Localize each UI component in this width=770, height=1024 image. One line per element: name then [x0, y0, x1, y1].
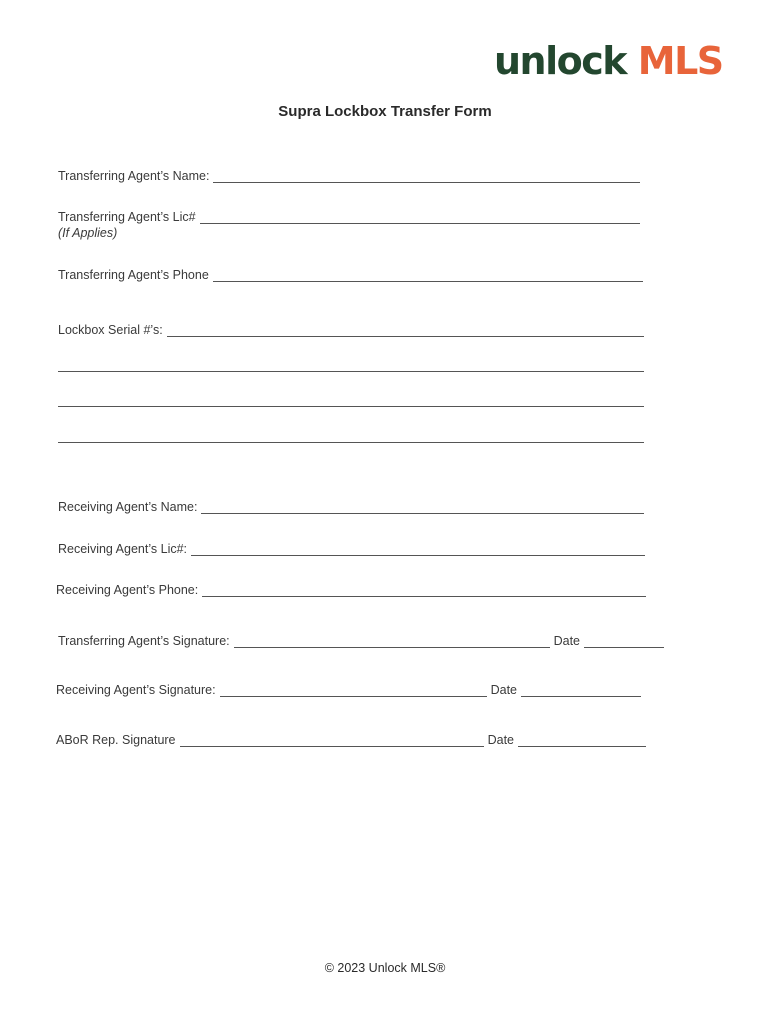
receiving-agent-phone-row: [56, 581, 646, 597]
abor-signature-row: [56, 731, 646, 747]
receiving-signature-row: [56, 681, 641, 697]
receiving-agent-lic-label: Receiving Agent’s Lic#:: [58, 542, 188, 556]
transferring-signature-label: Transferring Agent’s Signature:: [58, 634, 230, 648]
receiving-agent-lic-field[interactable]: [191, 543, 645, 556]
receiving-date-field[interactable]: [521, 684, 641, 697]
abor-date-field[interactable]: [518, 734, 646, 747]
transferring-agent-name-label: Transferring Agent’s Name:: [58, 169, 210, 183]
receiving-agent-phone-label: Receiving Agent’s Phone:: [56, 583, 199, 597]
lockbox-serial-label: Lockbox Serial #’s:: [58, 323, 163, 337]
lockbox-serial-field-4[interactable]: [58, 442, 644, 443]
receiving-agent-phone-field[interactable]: [202, 584, 646, 597]
transferring-date-field[interactable]: [584, 635, 664, 648]
transferring-signature-field[interactable]: [234, 635, 550, 648]
receiving-agent-name-row: [58, 498, 644, 514]
logo-word-unlock: unlock: [494, 39, 627, 83]
unlock-mls-logo: [494, 39, 723, 83]
logo-word-mls: MLS: [637, 39, 723, 83]
lockbox-serial-field-2[interactable]: [58, 371, 644, 372]
if-applies-note: (If Applies): [58, 226, 118, 240]
page-title: Supra Lockbox Transfer Form: [278, 103, 492, 120]
receiving-date-label: Date: [490, 683, 517, 697]
transferring-agent-name-row: [58, 167, 640, 183]
transferring-date-label: Date: [553, 634, 580, 648]
receiving-agent-name-label: Receiving Agent’s Name:: [58, 500, 198, 514]
lockbox-serial-row: [58, 321, 644, 337]
transferring-agent-phone-label: Transferring Agent’s Phone: [58, 268, 209, 282]
transferring-agent-name-field[interactable]: [213, 170, 640, 183]
abor-signature-field[interactable]: [180, 734, 484, 747]
transferring-agent-lic-field[interactable]: [200, 211, 640, 224]
transferring-signature-row: [58, 632, 664, 648]
lockbox-serial-field-1[interactable]: [167, 324, 644, 337]
transferring-agent-lic-row: [58, 208, 640, 224]
lockbox-serial-field-3[interactable]: [58, 406, 644, 407]
receiving-signature-field[interactable]: [220, 684, 487, 697]
abor-date-label: Date: [487, 733, 514, 747]
transferring-agent-phone-field[interactable]: [213, 269, 643, 282]
receiving-signature-label: Receiving Agent’s Signature:: [56, 683, 216, 697]
transferring-agent-phone-row: [58, 266, 643, 282]
transferring-agent-lic-label: Transferring Agent’s Lic#: [58, 210, 196, 224]
abor-signature-label: ABoR Rep. Signature: [56, 733, 176, 747]
receiving-agent-lic-row: [58, 540, 645, 556]
receiving-agent-name-field[interactable]: [201, 501, 644, 514]
copyright-footer: © 2023 Unlock MLS®: [324, 961, 446, 975]
